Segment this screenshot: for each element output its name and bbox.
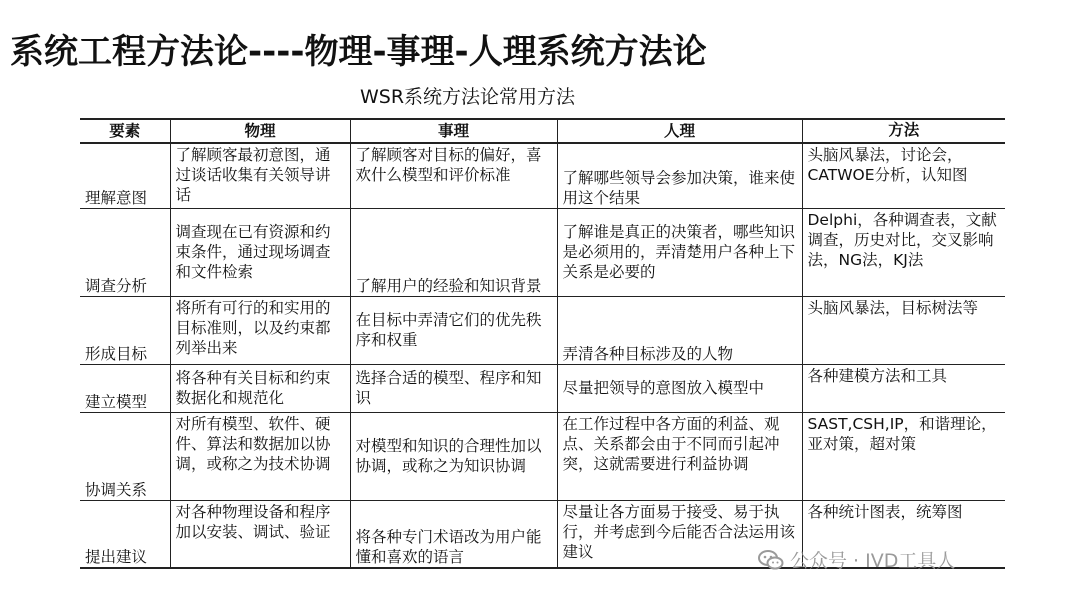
cell-shili: 了解顾客对目标的偏好，喜欢什么模型和评价标准 xyxy=(350,143,557,208)
cell-wuli: 对所有模型、软件、硬件、算法和数据加以协调，或称之为技术协调 xyxy=(170,412,350,500)
table-row xyxy=(80,364,1005,412)
table-row xyxy=(80,143,1005,208)
header-wuli: 物理 xyxy=(170,119,350,143)
cell-shili: 选择合适的模型、程序和知识 xyxy=(350,364,557,412)
cell-wuli: 调查现在已有资源和约束条件，通过现场调查和文件检索 xyxy=(170,208,350,296)
cell-methods: Delphi，各种调查表，文献调查，历史对比，交叉影响法，NG法，KJ法 xyxy=(802,208,1005,296)
row-element: 提出建议 xyxy=(80,500,170,568)
header-element: 要素 xyxy=(80,119,170,143)
row-element: 建立模型 xyxy=(80,364,170,412)
table-row xyxy=(80,296,1005,364)
cell-renli: 在工作过程中各方面的利益、观点、关系都会由于不同而引起冲突，这就需要进行利益协调 xyxy=(557,412,802,500)
cell-methods: SAST,CSH,IP，和谐理论，亚对策，超对策 xyxy=(802,412,1005,500)
cell-wuli: 将所有可行的和实用的目标准则，以及约束都列举出来 xyxy=(170,296,350,364)
cell-shili: 了解用户的经验和知识背景 xyxy=(350,208,557,296)
row-element: 理解意图 xyxy=(80,143,170,208)
table-row xyxy=(80,208,1005,296)
table-caption: WSR系统方法论常用方法 xyxy=(360,86,576,108)
wsr-methods-table xyxy=(80,118,1005,569)
cell-wuli: 了解顾客最初意图，通过谈话收集有关领导讲话 xyxy=(170,143,350,208)
slide-title: 系统工程方法论----物理-事理-人理系统方法论 xyxy=(10,32,707,72)
cell-renli: 弄清各种目标涉及的人物 xyxy=(557,296,802,364)
cell-renli: 了解谁是真正的决策者，哪些知识是必须用的，弄清楚用户各种上下关系是必要的 xyxy=(557,208,802,296)
table-row xyxy=(80,412,1005,500)
row-element: 调查分析 xyxy=(80,208,170,296)
cell-renli: 尽量让各方面易于接受、易于执行，并考虑到今后能否合法运用该建议 xyxy=(557,500,802,568)
cell-shili: 将各种专门术语改为用户能懂和喜欢的语言 xyxy=(350,500,557,568)
cell-renli: 尽量把领导的意图放入模型中 xyxy=(557,364,802,412)
row-element: 协调关系 xyxy=(80,412,170,500)
watermark-text: 公众号 · IVD工具人 xyxy=(790,550,956,572)
header-renli: 人理 xyxy=(557,119,802,143)
cell-methods: 各种建模方法和工具 xyxy=(802,364,1005,412)
watermark xyxy=(758,546,955,573)
cell-shili: 对模型和知识的合理性加以协调，或称之为知识协调 xyxy=(350,412,557,500)
cell-methods: 头脑风暴法，讨论会，CATWOE分析，认知图 xyxy=(802,143,1005,208)
cell-methods: 头脑风暴法，目标树法等 xyxy=(802,296,1005,364)
cell-wuli: 将各种有关目标和约束数据化和规范化 xyxy=(170,364,350,412)
wechat-icon xyxy=(758,550,784,570)
table-header-row xyxy=(80,119,1005,143)
header-methods: 方法 xyxy=(802,119,1005,143)
cell-shili: 在目标中弄清它们的优先秩序和权重 xyxy=(350,296,557,364)
row-element: 形成目标 xyxy=(80,296,170,364)
cell-wuli: 对各种物理设备和程序加以安装、调试、验证 xyxy=(170,500,350,568)
cell-renli: 了解哪些领导会参加决策，谁来使用这个结果 xyxy=(557,143,802,208)
header-shili: 事理 xyxy=(350,119,557,143)
cell-methods: 各种统计图表，统筹图 xyxy=(802,500,1005,568)
